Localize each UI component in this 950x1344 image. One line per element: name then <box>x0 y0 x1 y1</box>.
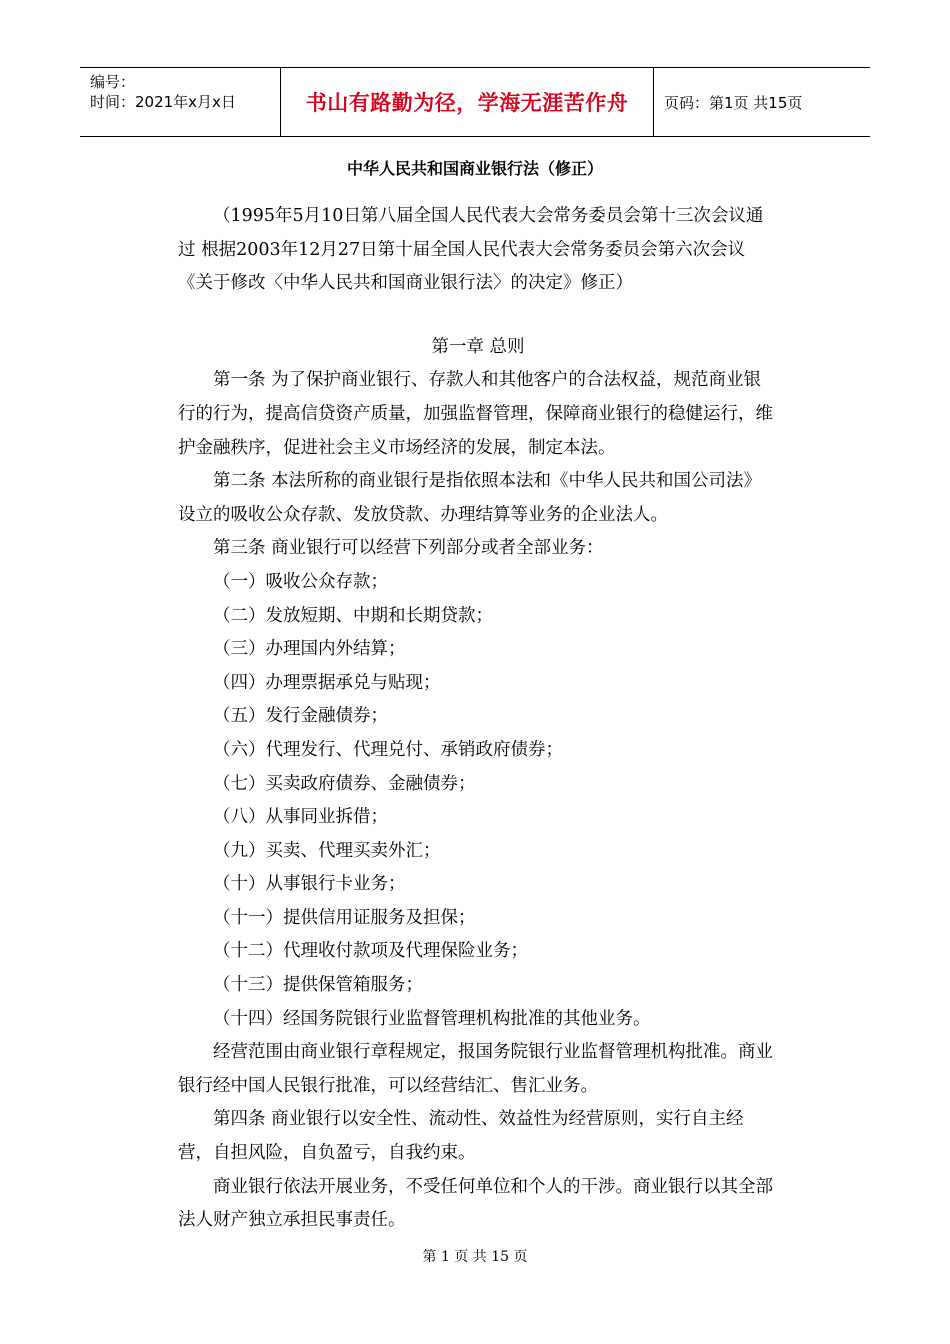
article-4: 第四条 商业银行以安全性、流动性、效益性为经营原则，实行自主经营，自担风险，自负盈亏，自我约束。 <box>178 1109 744 1164</box>
list-item: （一）吸收公众存款； <box>213 571 388 592</box>
list-item: （七）买卖政府债券、金融债券； <box>213 773 476 794</box>
header-motto-cell <box>281 68 654 136</box>
list-item: （十一）提供信用证服务及担保； <box>213 907 476 928</box>
list-item: （十）从事银行卡业务； <box>213 874 406 895</box>
list-item: （二）发放短期、中期和长期贷款； <box>213 605 493 626</box>
article-2: 第二条 本法所称的商业银行是指依照本法和《中华人民共和国公司法》设立的吸收公众存款、发放贷款、办理结算等业务的企业法人。 <box>178 471 762 525</box>
list-item: （八）从事同业拆借； <box>213 807 388 828</box>
time-label: 时间：2021年x月x日 <box>90 93 236 111</box>
list-item: （四）办理票据承兑与贴现； <box>213 672 441 693</box>
document-header <box>80 67 870 137</box>
header-meta <box>80 68 281 136</box>
article-4-note: 商业银行依法开展业务，不受任何单位和个人的干涉。商业银行以其全部法人财产独立承担民事责任。 <box>178 1176 773 1231</box>
page-info: 页码：第1页 共15页 <box>664 93 803 112</box>
document-title: 中华人民共和国商业银行法（修正） <box>346 159 603 178</box>
list-item: （十三）提供保管箱服务； <box>213 975 423 996</box>
chapter-heading: 第一章 总则 <box>431 336 525 357</box>
article-3: 第三条 商业银行可以经营下列部分或者全部业务： <box>213 538 604 559</box>
list-item: （六）代理发行、代理兑付、承销政府债券； <box>213 739 563 760</box>
header-page-cell <box>654 68 870 136</box>
preamble: （1995年5月10日第八届全国人民代表大会常务委员会第十三次会议通过 根据2003年12月27日第十届全国人民代表大会常务委员会第六次会议《关于修改〈中华人民共和国商业银行法〉的决定》修正） <box>178 206 764 294</box>
list-item: （五）发行金融债券； <box>213 706 388 727</box>
list-item: （十二）代理收付款项及代理保险业务； <box>213 941 528 962</box>
list-item: （三）办理国内外结算； <box>213 639 406 660</box>
document-body <box>178 200 778 1238</box>
number-label: 编号： <box>90 73 136 91</box>
motto-text: 书山有路勤为径，学海无涯苦作舟 <box>305 91 629 115</box>
page-footer: 第 1 页 共 15 页 <box>422 1249 528 1265</box>
article-1: 第一条 为了保护商业银行、存款人和其他客户的合法权益，规范商业银行的行为，提高信贷资产质量，加强监督管理，保障商业银行的稳健运行，维护金融秩序，促进社会主义市场经济的发展，制定本法。 <box>178 370 773 458</box>
list-item: （九）买卖、代理买卖外汇； <box>213 840 441 861</box>
article-3-note: 经营范围由商业银行章程规定，报国务院银行业监督管理机构批准。商业银行经中国人民银行批准，可以经营结汇、售汇业务。 <box>178 1042 773 1096</box>
list-item: （十四）经国务院银行业监督管理机构批准的其他业务。 <box>213 1008 651 1029</box>
